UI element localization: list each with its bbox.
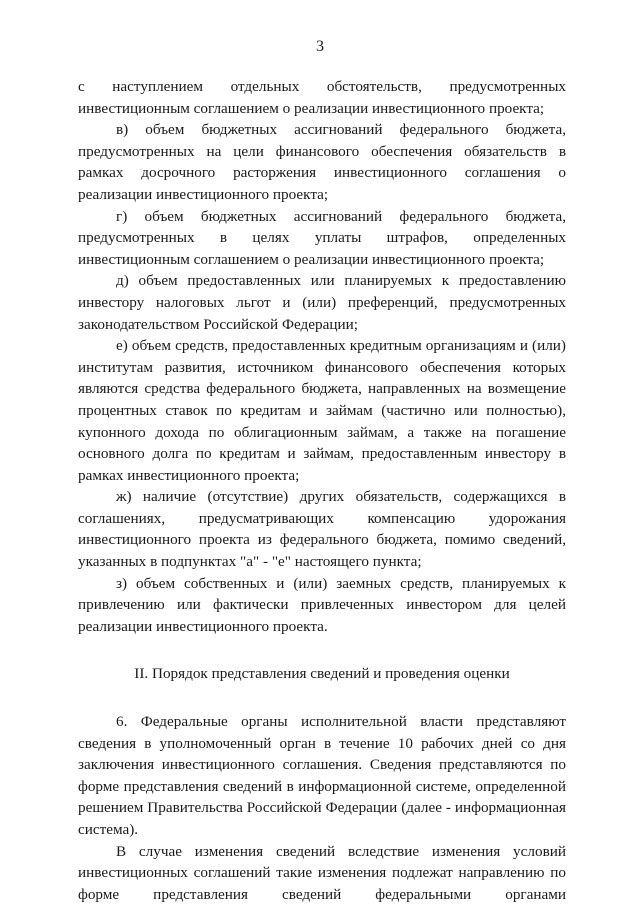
section-heading: II. Порядок представления сведений и проведения оценки	[134, 665, 510, 683]
paragraph-clause-6: 6. Федеральные органы исполнительной власти представляют сведения в уполномоченный орган в течение 10 рабочих дней со дня заключения инвестиционного соглашения. Сведения представляются по форме представления сведений в информационной системе, определенной решением Правительства Российской Федерации (далее - информационная система).	[78, 713, 566, 838]
page-number: 3	[316, 38, 324, 55]
document-body	[78, 76, 566, 905]
paragraph-item-e: е) объем средств, предоставленных кредитным организациям и (или) институтам развития, источником финансового обеспечения которых являются средства федерального бюджета, направленных на возмещение процентных ставок по кредитам и займам (частично или полностью), купонного дохода по облигационным займам, а также на погашение основного долга по кредитам и займам, предоставленным инвестору в рамках инвестиционного проекта;	[78, 337, 566, 484]
paragraph-changes: В случае изменения сведений вследствие изменения условий инвестиционных соглашений такие изменения подлежат направлению по форме представления сведений федеральными органами	[78, 842, 566, 903]
paragraph-item-g: г) объем бюджетных ассигнований федерального бюджета, предусмотренных в целях уплаты штрафов, определенных инвестиционным соглашением о реализации инвестиционного проекта;	[78, 207, 566, 268]
paragraph-item-d: д) объем предоставленных или планируемых к предоставлению инвестору налоговых льгот и (или) преференций, предусмотренных законодательством Российской Федерации;	[78, 272, 566, 333]
paragraph-item-v: в) объем бюджетных ассигнований федерального бюджета, предусмотренных на цели финансового обеспечения обязательств в рамках досрочного расторжения инвестиционного соглашения о реализации инвестиционного проекта;	[78, 121, 566, 203]
paragraph-item-zh: ж) наличие (отсутствие) других обязательств, содержащихся в соглашениях, предусматривающих компенсацию удорожания инвестиционного проекта из федерального бюджета, помимо сведений, указанных в подпунктах "а" - "е" настоящего пункта;	[78, 488, 566, 571]
paragraph-item-z: з) объем собственных и (или) заемных средств, планируемых к привлечению или фактически привлеченных инвестором для целей реализации инвестиционного проекта.	[78, 574, 566, 635]
paragraph-continuation: с наступлением отдельных обстоятельств, предусмотренных инвестиционным соглашением о реализации инвестиционного проекта;	[78, 78, 566, 117]
